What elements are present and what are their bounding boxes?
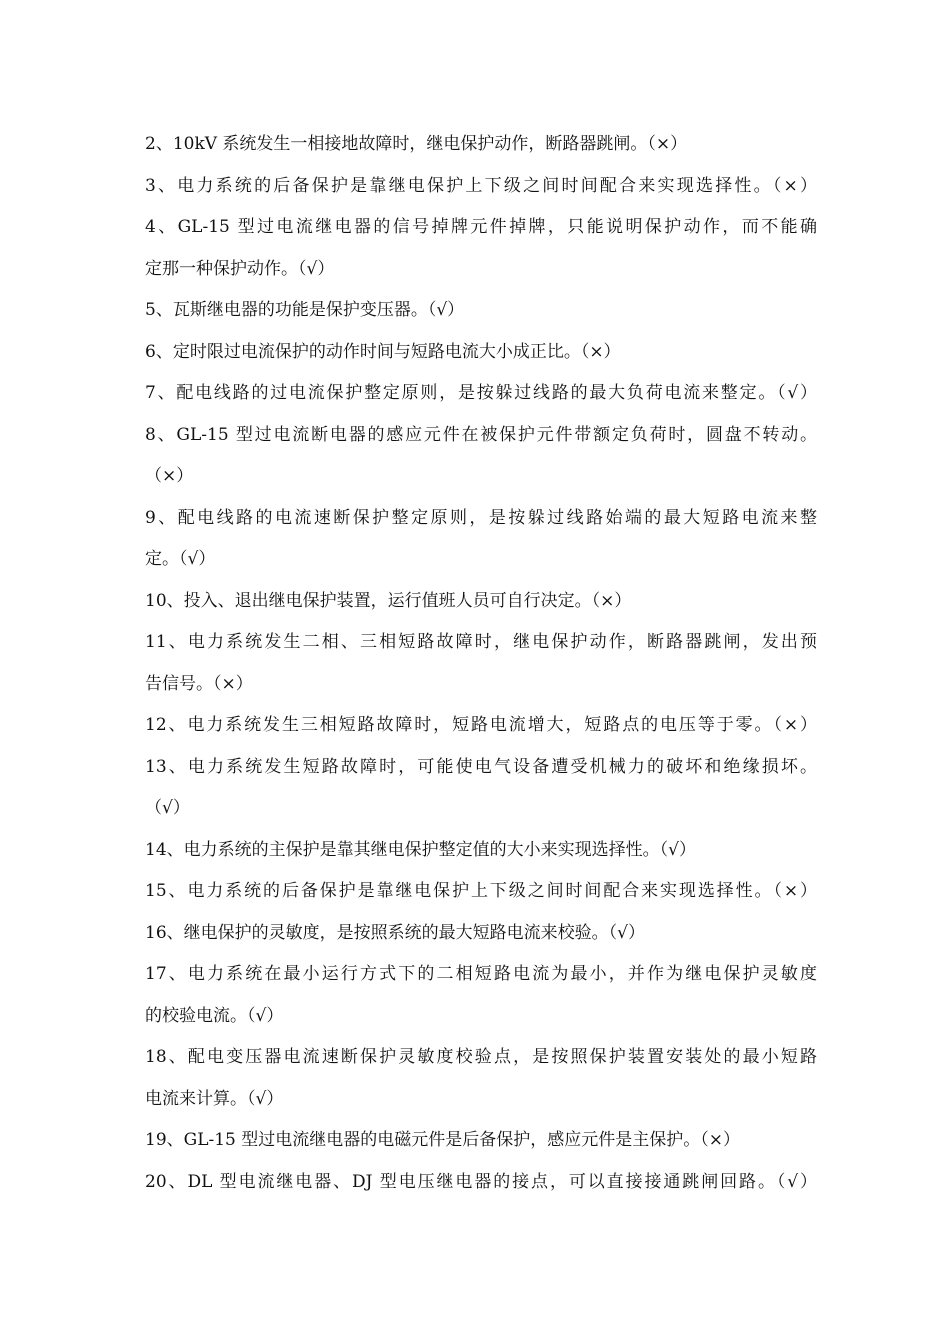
text-line: 15、电力系统的后备保护是靠继电保护上下级之间时间配合来实现选择性。（×） [145, 881, 817, 901]
text-line: 告信号。（×） [145, 673, 253, 694]
text-line: 17、电力系统在最小运行方式下的二相短路电流为最小，并作为继电保护灵敏度 [145, 964, 817, 984]
text-line: 的校验电流。（√） [145, 1005, 284, 1026]
text-line: 11、电力系统发生二相、三相短路故障时，继电保护动作，断路器跳闸，发出预 [145, 632, 817, 652]
text-line: 9、配电线路的电流速断保护整定原则，是按躲过线路始端的最大短路电流来整 [145, 507, 817, 528]
text-line: （×） [145, 466, 194, 486]
text-line: 10、投入、退出继电保护装置，运行值班人员可自行决定。（×） [145, 590, 632, 611]
text-line: 18、配电变压器电流速断保护灵敏度校验点，是按照保护装置安装处的最小短路 [145, 1047, 817, 1067]
text-line: 13、电力系统发生短路故障时，可能使电气设备遭受机械力的破坏和绝缘损坏。 [145, 756, 817, 777]
text-line: 14、电力系统的主保护是靠其继电保护整定值的大小来实现选择性。（√） [145, 839, 696, 860]
text-line: 6、定时限过电流保护的动作时间与短路电流大小成正比。（×） [145, 341, 621, 362]
text-line: 3、电力系统的后备保护是靠继电保护上下级之间时间配合来实现选择性。（×） [145, 175, 817, 196]
text-line: 定那一种保护动作。（√） [145, 258, 335, 279]
text-line: 12、电力系统发生三相短路故障时，短路电流增大，短路点的电压等于零。（×） [145, 715, 817, 735]
text-line: 4、GL-15 型过电流继电器的信号掉牌元件掉牌，只能说明保护动作，而不能确 [145, 217, 817, 237]
text-line: （√） [145, 798, 190, 818]
text-line: 5、瓦斯继电器的功能是保护变压器。（√） [145, 300, 465, 320]
text-line: 电流来计算。（√） [145, 1088, 284, 1109]
text-line: 定。（√） [145, 549, 216, 569]
text-line: 7、配电线路的过电流保护整定原则，是按躲过线路的最大负荷电流来整定。（√） [145, 383, 817, 403]
text-line: 16、继电保护的灵敏度，是按照系统的最大短路电流来校验。（√） [145, 922, 645, 943]
document-body [145, 124, 817, 1203]
text-line: 19、GL-15 型过电流继电器的电磁元件是后备保护，感应元件是主保护。（×） [145, 1130, 741, 1150]
text-line: 20、DL 型电流继电器、DJ 型电压继电器的接点，可以直接接通跳闸回路。（√） [145, 1171, 817, 1192]
text-line: 8、GL-15 型过电流断电器的感应元件在被保护元件带额定负荷时，圆盘不转动。 [145, 424, 817, 445]
text-line: 2、10kV 系统发生一相接地故障时，继电保护动作，断路器跳闸。（×） [145, 134, 688, 154]
